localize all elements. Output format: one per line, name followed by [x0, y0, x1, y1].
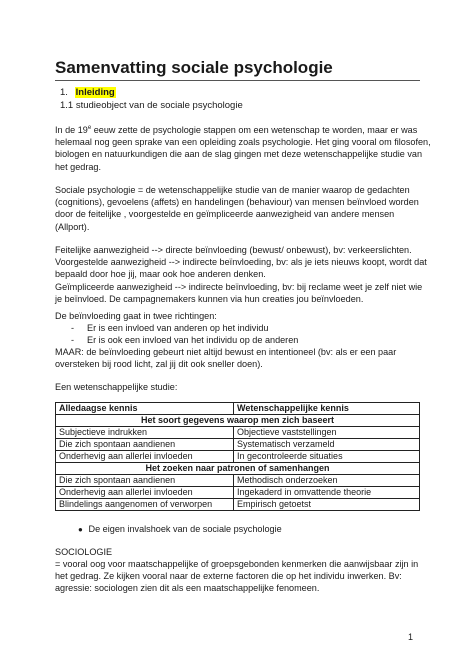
table-section-label: Het zoeken naar patronen of samenhangen	[56, 463, 420, 475]
table-cell: In gecontroleerde situaties	[234, 451, 420, 463]
table-cell: Systematisch verzameld	[234, 439, 420, 451]
table-row	[56, 427, 420, 439]
kennis-table	[55, 402, 420, 511]
aanwezigheid-line: Feitelijke aanwezigheid --> directe beïnvloeding (bewust/ onbewust), bv: verkeerslichten.	[55, 245, 412, 255]
table-section-row	[56, 463, 420, 475]
table-row	[56, 475, 420, 487]
table-cell: Die zich spontaan aandienen	[56, 439, 234, 451]
aanwezigheid-line: Voorgestelde aanwezigheid --> indirecte beïnvloeding, bv: als je iets nieuws koopt, wordt dat	[55, 257, 427, 268]
aanwezigheid-line: Geïmpliceerde aanwezigheid --> indirecte beïnvloeding, bv: bij reclame weet je zelf niet wie	[55, 281, 423, 292]
intro-line: biologen en natuurkundigen die aan de slag gingen met deze wetenschappelijke studie van	[55, 149, 423, 160]
sociologie-line: het gedrag. Ze kijken vooral naar de externe factoren die op het individu inwerken. Bv:	[55, 571, 402, 582]
list-item: - Er is ook een invloed van het individu op de anderen	[71, 335, 299, 346]
table-cell: Die zich spontaan aandienen	[56, 475, 234, 487]
sociologie-line: = vooral oog voor maatschappelijke of groepsgebonden kenmerken die aanwijsbaar zijn in	[55, 559, 419, 569]
sociologie-paragraph	[55, 558, 420, 595]
richtingen-intro: De beïnvloeding gaat in twee richtingen:	[55, 311, 217, 321]
definition-line: door de feitelijke , voorgestelde en geïmpliceerde aanwezigheid van andere mensen	[55, 209, 395, 220]
table-section-label: Het soort gegevens waarop men zich baseert	[56, 415, 420, 427]
definition-paragraph	[55, 184, 420, 233]
definition-line: (Allport).	[55, 221, 90, 232]
maar-line: oversteken bij rood licht, zal jij dit ook sneller doen).	[55, 359, 263, 370]
maar-line: MAAR: de beïnvloeding gebeurt niet altijd bewust en intentioneel (bv: als er een paar	[55, 347, 397, 357]
aanwezigheid-line: je beïnvloed. De campagnemakers kunnen via hun creaties jou beïnvloeden.	[55, 293, 364, 304]
bullet-icon: ●	[78, 525, 83, 534]
definition-line: Sociale psychologie = de wetenschappelijke studie van de manier waarop de gedachten	[55, 185, 410, 195]
table-cell: Objectieve vaststellingen	[234, 427, 420, 439]
section-number: 1.	[60, 87, 68, 98]
intro-line: In de 19e eeuw zette de psychologie stappen om een wetenschap te worden, maar er was	[55, 125, 418, 135]
table-cell: Onderhevig aan allerlei invloeden	[56, 451, 234, 463]
table-row	[56, 499, 420, 511]
bullet-item	[78, 523, 282, 536]
intro-line: het gedrag.	[55, 161, 102, 172]
column-header: Wetenschappelijke kennis	[234, 403, 420, 415]
richtingen-list	[55, 322, 420, 346]
table-cell: Empirisch getoetst	[234, 499, 420, 511]
table-row	[56, 451, 420, 463]
aanwezigheid-paragraph	[55, 244, 427, 305]
table-header-row	[56, 403, 420, 415]
aanwezigheid-line: bepaald door hoe jij, maar ook hoe anderen denken.	[55, 269, 266, 280]
intro-line: helemaal nog geen sprake van een opleiding zoals psychologie. Het ging vooral om filosofen,	[55, 137, 431, 148]
definition-line: (cognitions), gevoelens (affets) en handelingen (behaviour) van mensen beïnvloed worden	[55, 197, 419, 208]
table-cell: Ingekaderd in omvattende theorie	[234, 487, 420, 499]
table-cell: Blindelings aangenomen of verworpen	[56, 499, 234, 511]
section-heading-label: Inleiding	[75, 87, 115, 98]
table-cell: Subjectieve indrukken	[56, 427, 234, 439]
studie-intro: Een wetenschappelijke studie:	[55, 382, 178, 392]
sociologie-heading: SOCIOLOGIE	[55, 547, 113, 557]
table-section-row	[56, 415, 420, 427]
document-title: Samenvatting sociale psychologie	[55, 58, 420, 81]
subsection-heading: 1.1 studieobject van de sociale psychologie	[60, 100, 243, 111]
intro-paragraph	[55, 124, 431, 173]
table-cell: Methodisch onderzoeken	[234, 475, 420, 487]
column-header: Alledaagse kennis	[56, 403, 234, 415]
table-row	[56, 439, 420, 451]
sociologie-line: agressie: sociologen zien dit als een maatschappelijke fenomeen.	[55, 583, 320, 594]
page-number: 1	[408, 632, 414, 642]
list-item: - Er is een invloed van anderen op het individu	[71, 323, 269, 333]
table-cell: Onderhevig aan allerlei invloeden	[56, 487, 234, 499]
section-heading	[60, 87, 116, 99]
bullet-label: De eigen invalshoek van de sociale psychologie	[88, 524, 282, 534]
table-row	[56, 487, 420, 499]
maar-paragraph	[55, 346, 420, 370]
